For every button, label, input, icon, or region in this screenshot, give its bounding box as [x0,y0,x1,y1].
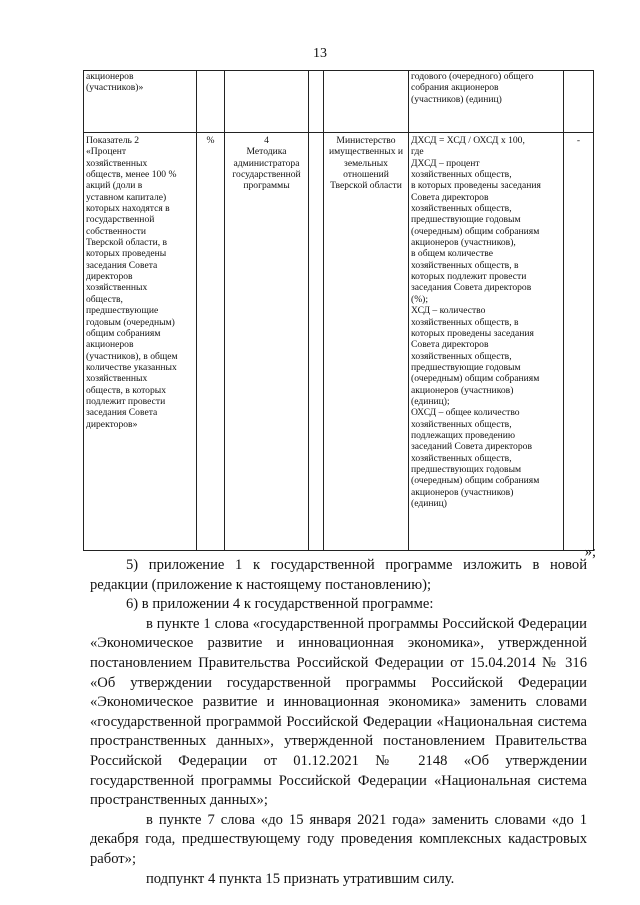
indicator-name-cell: Показатель 2 «Процент хозяйственных обществ, менее 100 % акций (доли в уставном капитале) которых находятся в государственной собственности Тверской области, в которых проведены заседания Совета директоров хозяйственных обществ, предшествующие годовым (очередным) общим собраниям акционеров (участников), в общем количестве указанных хозяйственных обществ, в которых подлежит провести заседания Совета директоров» [84,133,197,551]
table-cell [309,71,324,133]
table-row [84,133,594,551]
responsible-cell: Министерство имущественных и земельных отношений Тверской области [324,133,409,551]
document-body [90,556,587,889]
table-row [84,71,594,133]
closing-quote: »; [584,544,596,560]
table-cell [324,71,409,133]
table-cell [225,71,309,133]
table-cell [564,71,594,133]
formula-cell: ДХСД = ХСД / ОХСД х 100, где ДХСД – процент хозяйственных обществ, в которых проведены заседания Совета директоров хозяйственных обществ, предшествующие годовым (очередным) общим собраниям акционеров (участников), в общем количестве хозяйственных обществ, в которых подлежит провести заседания Совета директоров (%); ХСД – количество хозяйственных обществ, в которых проведены заседания Совета директоров хозяйственных обществ, предшествующие годовым (очередным) общим собраниям акционеров (участников) (единиц); ОХСД – общее количество хозяйственных обществ, подлежащих проведению заседаний Совета директоров хозяйственных обществ, предшествующих годовым (очередным) общим собраниям акционеров (участников) (единиц) [409,133,564,551]
note-cell: - [564,133,594,551]
table-cell [309,133,324,551]
unit-cell: % [197,133,225,551]
page-number: 13 [313,46,327,61]
table-cell: годового (очередного) общего собрания акционеров (участников) (единиц) [409,71,564,133]
paragraph: 5) приложение 1 к государственной программе изложить в новой редакции (приложение к настоящему постановлению); [90,557,587,593]
indicator-table [83,70,594,551]
table-cell [197,71,225,133]
paragraph: в пункте 7 слова «до 15 января 2021 года» заменить словами «до 1 декабря года, предшествующему году проведения комплексных кадастровых работ»; [90,811,587,867]
paragraph: в пункте 1 слова «государственной программы Российской Федерации «Экономическое развитие и инновационная экономика», утвержденной постановлением Правительства Российской Федерации от 15.04.2014 № 316 «Об утверждении государственной программы Российской Федерации «Экономическое развитие и инновационная экономика» заменить словами «государственной программой Российской Федерации «Национальная система пространственных данных», утвержденной постановлением Правительства Российской Федерации от 01.12.2021 № 2148 «Об утверждении государственной программы Российской Федерации «Национальная система пространственных данных»; [90,615,587,809]
table-cell: акционеров (участников)» [84,71,197,133]
paragraph: подпункт 4 пункта 15 признать утратившим силу. [146,870,455,887]
paragraph: 6) в приложении 4 к государственной программе: [126,596,434,613]
method-cell: 4 Методика администратора государственной программы [225,133,309,551]
